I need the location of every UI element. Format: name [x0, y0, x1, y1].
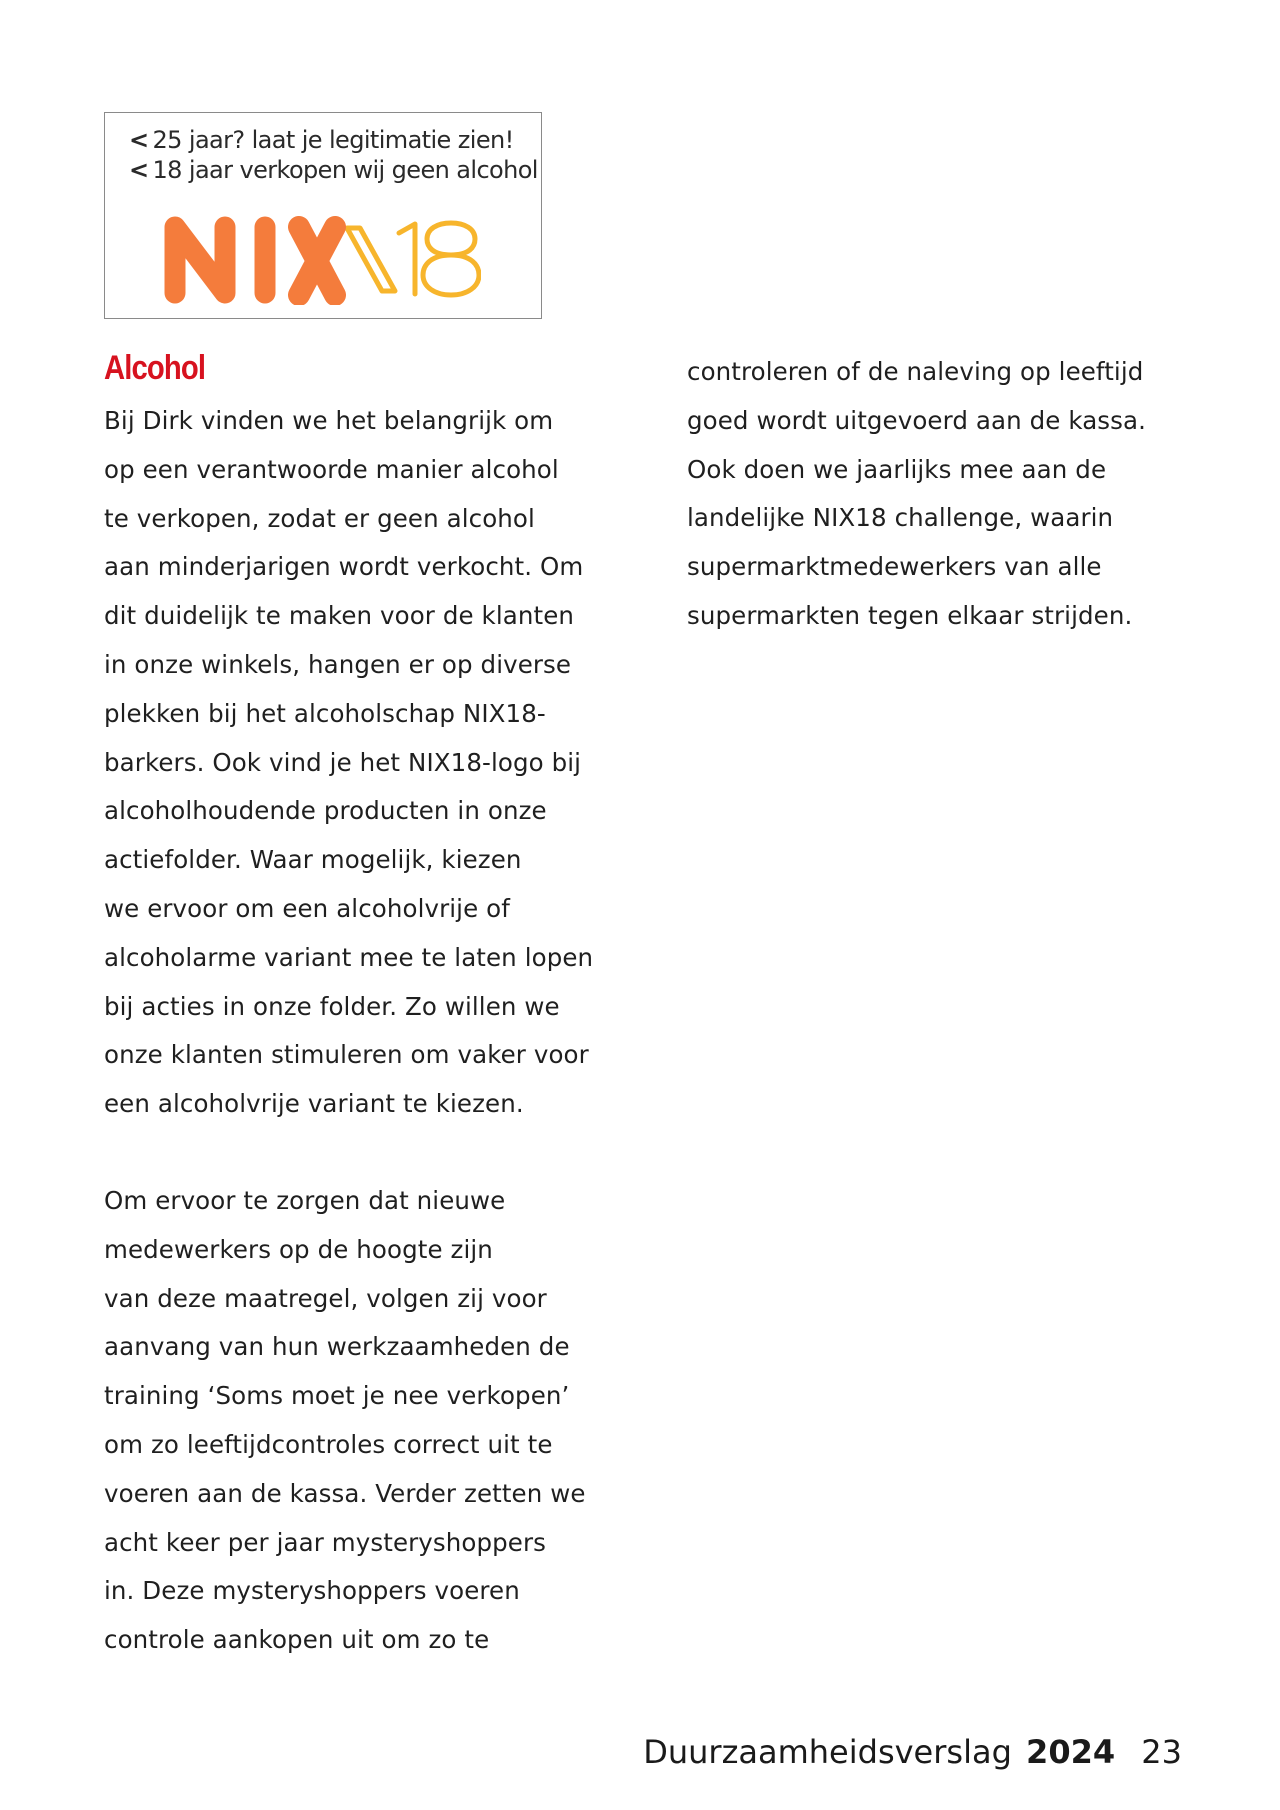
less-than-icon: <	[129, 156, 149, 184]
text-line: te verkopen, zodat er geen alcohol	[104, 503, 535, 533]
text-line: Ook doen we jaarlijks mee aan de	[687, 454, 1107, 484]
text-line: alcoholarme variant mee te laten lopen	[104, 942, 594, 972]
text-line: controle aankopen uit om zo te	[104, 1625, 490, 1655]
text-line: landelijke NIX18 challenge, waarin	[687, 503, 1114, 533]
text-line: in. Deze mysteryshoppers voeren	[104, 1576, 520, 1606]
text-line: bij acties in onze folder. Zo willen we	[104, 991, 560, 1021]
text-line: op een verantwoorde manier alcohol	[104, 454, 559, 484]
text-line: onze klanten stimuleren om vaker voor	[104, 1040, 589, 1070]
text-line: controleren of de naleving op leeftijd	[687, 357, 1144, 386]
nix18-banner	[104, 112, 542, 319]
text-line: medewerkers op de hoogte zijn	[104, 1234, 493, 1264]
text-line: alcoholhoudende producten in onze	[104, 796, 547, 826]
text-line: een alcoholvrije variant te kiezen.	[104, 1089, 524, 1119]
text-line: aanvang van hun werkzaamheden de	[104, 1332, 570, 1362]
text-line: Om ervoor te zorgen dat nieuwe	[104, 1186, 506, 1215]
body-paragraph-1	[104, 397, 593, 1129]
text-line: in onze winkels, hangen er op diverse	[104, 649, 572, 679]
text-line: actiefolder. Waar mogelijk, kiezen	[104, 845, 522, 875]
text-line: training ‘Soms moet je nee verkopen’	[104, 1381, 570, 1411]
text-line: supermarkten tegen elkaar strijden.	[687, 600, 1133, 630]
text-line: Bij Dirk vinden we het belangrijk om	[104, 406, 554, 435]
text-line: acht keer per jaar mysteryshoppers	[104, 1527, 546, 1557]
page-number: 23	[1141, 1733, 1182, 1771]
text-line: voeren aan de kassa. Verder zetten we	[104, 1478, 586, 1508]
nix18-logo	[163, 215, 481, 305]
less-than-icon: <	[129, 126, 149, 154]
banner-line-1: < 25 jaar? laat je legitimatie zien!	[129, 126, 514, 154]
text-line: aan minderjarigen wordt verkocht. Om	[104, 552, 584, 582]
text-line: we ervoor om een alcoholvrije of	[104, 893, 510, 923]
page-footer	[643, 1733, 1182, 1771]
section-heading: Alcohol	[104, 349, 206, 387]
body-paragraph-3	[687, 348, 1146, 641]
body-paragraph-2	[104, 1177, 586, 1665]
text-line: van deze maatregel, volgen zij voor	[104, 1283, 547, 1313]
report-title: Duurzaamheidsverslag	[643, 1733, 1012, 1771]
text-line: goed wordt uitgevoerd aan de kassa.	[687, 405, 1147, 435]
text-line: plekken bij het alcoholschap NIX18-	[104, 698, 546, 728]
report-year: 2024	[1026, 1733, 1116, 1771]
text-line: barkers. Ook vind je het NIX18-logo bij	[104, 747, 582, 777]
text-line: om zo leeftijdcontroles correct uit te	[104, 1429, 553, 1459]
text-line: dit duidelijk te maken voor de klanten	[104, 601, 575, 631]
banner-line-2: < 18 jaar verkopen wij geen alcohol	[129, 156, 538, 184]
text-line: supermarktmedewerkers van alle	[687, 552, 1102, 582]
